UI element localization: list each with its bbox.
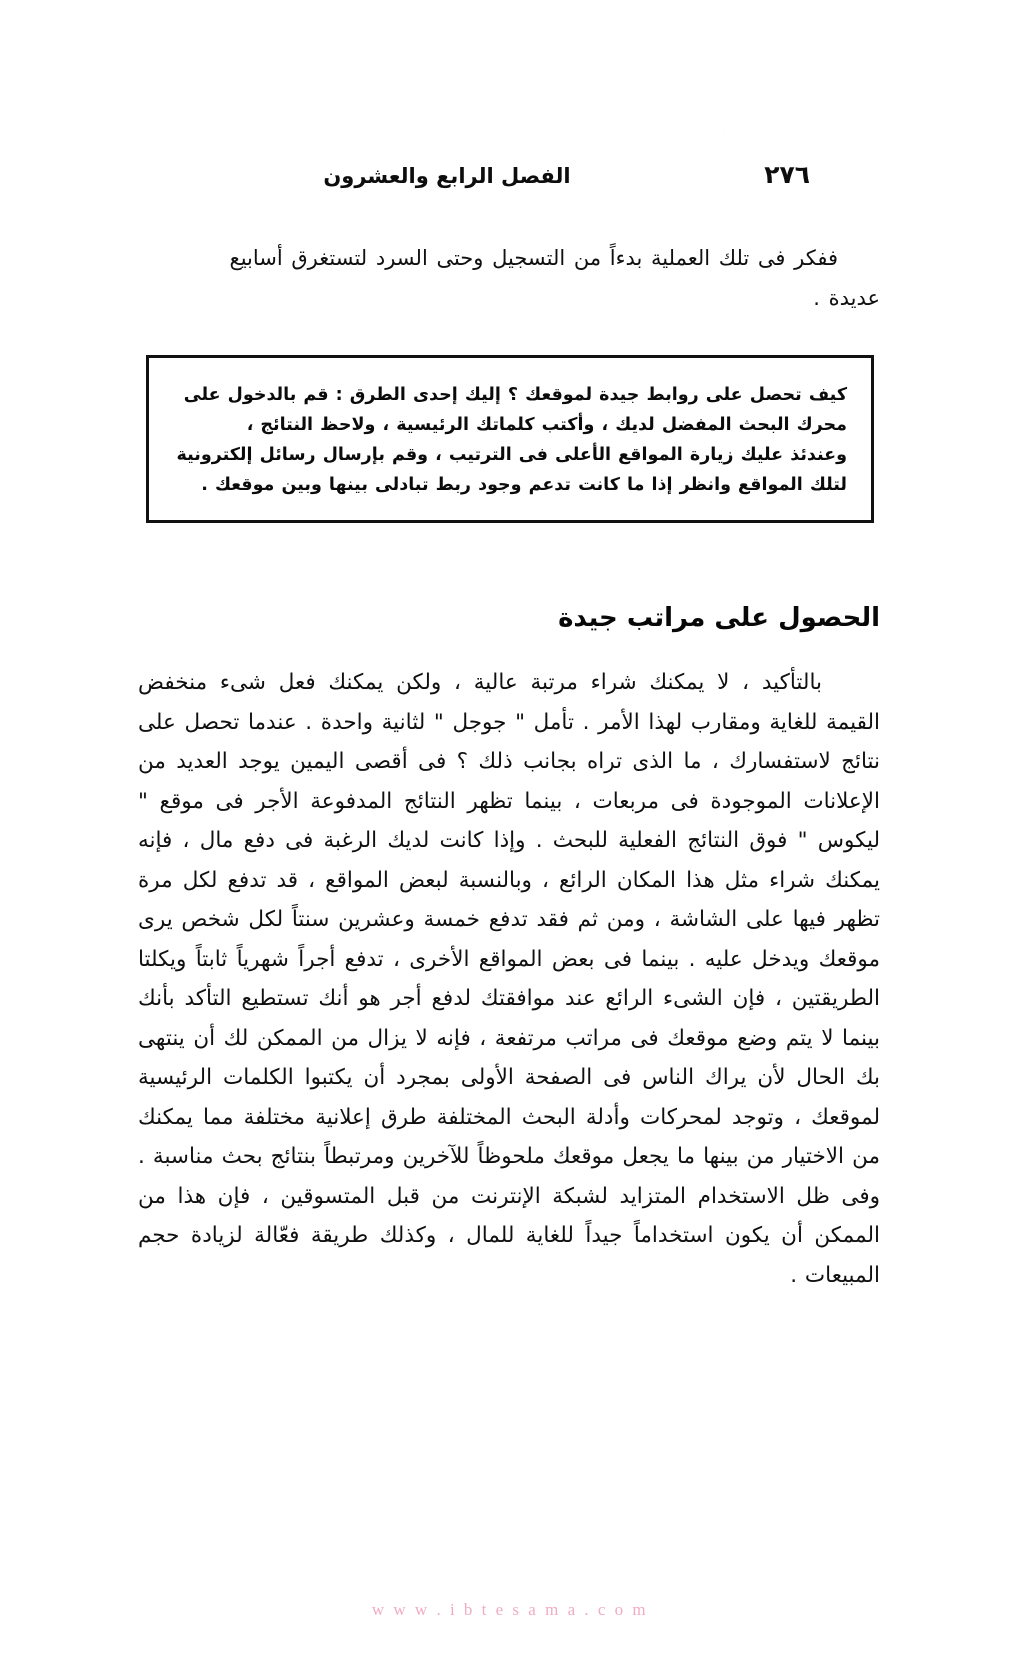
section-body-paragraph: بالتأكيد ، لا يمكنك شراء مرتبة عالية ، ولكن يمكنك فعل شىء منخفض القيمة للغاية ومقارب لهذا الأمر . تأمل " جوجل " لثانية واحدة . عندما تحصل على نتائج لاستفسارك ، ما الذى تراه بجانب ذلك ؟ فى أقصى اليمين يوجد العديد من الإعلانات الموجودة فى مربعات ، بينما تظهر النتائج المدفوعة الأجر فى موقع " ليكوس " فوق النتائج الفعلية للبحث . وإذا كانت لديك الرغبة فى دفع مال ، فإنه يمكنك شراء مثل هذا المكان الرائع ، وبالنسبة لبعض المواقع ، قد تدفع لكل مرة تظهر فيها على الشاشة ، ومن ثم فقد تدفع خمسة وعشرين سنتاً لكل شخص يرى موقعك ويدخل عليه . بينما فى بعض المواقع الأخرى ، تدفع أجراً شهرياً ثابتاً ويكلتا الطريقتين ، فإن الشىء الرائع عند موافقتك لدفع أجر هو أنك تستطيع التأكد بأنك بينما لا يتم وضع موقعك فى مراتب مرتفعة ، فإنه لا يزال من الممكن لك أن ينتهى بك الحال لأن يراك الناس فى الصفحة الأولى بمجرد أن يكتبوا الكلمات الرئيسية لموقعك ، وتوجد لمحركات وأدلة البحث المختلفة طرق إعلانية مختلفة مما يمكنك من الاختيار من بينها ما يجعل موقعك ملحوظاً للآخرين ومرتبطاً بنتائج بحث مناسبة . وفى ظل الاستخدام المتزايد لشبكة الإنترنت من قبل المتسوقين ، فإن هذا من الممكن أن يكون استخداماً جيداً للغاية للمال ، وكذلك طريقة فعّالة لزيادة حجم المبيعات .: [138, 670, 880, 1288]
intro-text: ففكر فى تلك العملية بدءاً من التسجيل وحتى السرد لتستغرق أسابيع: [229, 246, 838, 270]
section-heading: الحصول على مراتب جيدة: [558, 603, 880, 633]
callout-line: كيف تحصل على روابط جيدة لموقعك ؟ إليك إحدى الطرق : قم بالدخول على: [183, 385, 847, 405]
chapter-title: الفصل الرابع والعشرون: [323, 164, 571, 188]
callout-line: لتلك المواقع وانظر إذا ما كانت تدعم وجود ربط تبادلى بينها وبين موقعك .: [201, 475, 847, 495]
callout-line: وعندئذ عليك زيارة المواقع الأعلى فى الترتيب ، وقم بإرسال رسائل إلكترونية: [176, 445, 847, 465]
callout-line: محرك البحث المفضل لديك ، وأكتب كلماتك الرئيسية ، ولاحظ النتائج ،: [246, 415, 847, 435]
running-header: [210, 160, 810, 194]
intro-paragraph: [138, 238, 880, 318]
callout-box: [146, 355, 874, 523]
site-watermark: w w w . i b t e s a m a . c o m: [371, 1600, 649, 1619]
page-number: ٢٧٦: [764, 160, 810, 189]
intro-tail-text: عديدة .: [813, 286, 880, 310]
